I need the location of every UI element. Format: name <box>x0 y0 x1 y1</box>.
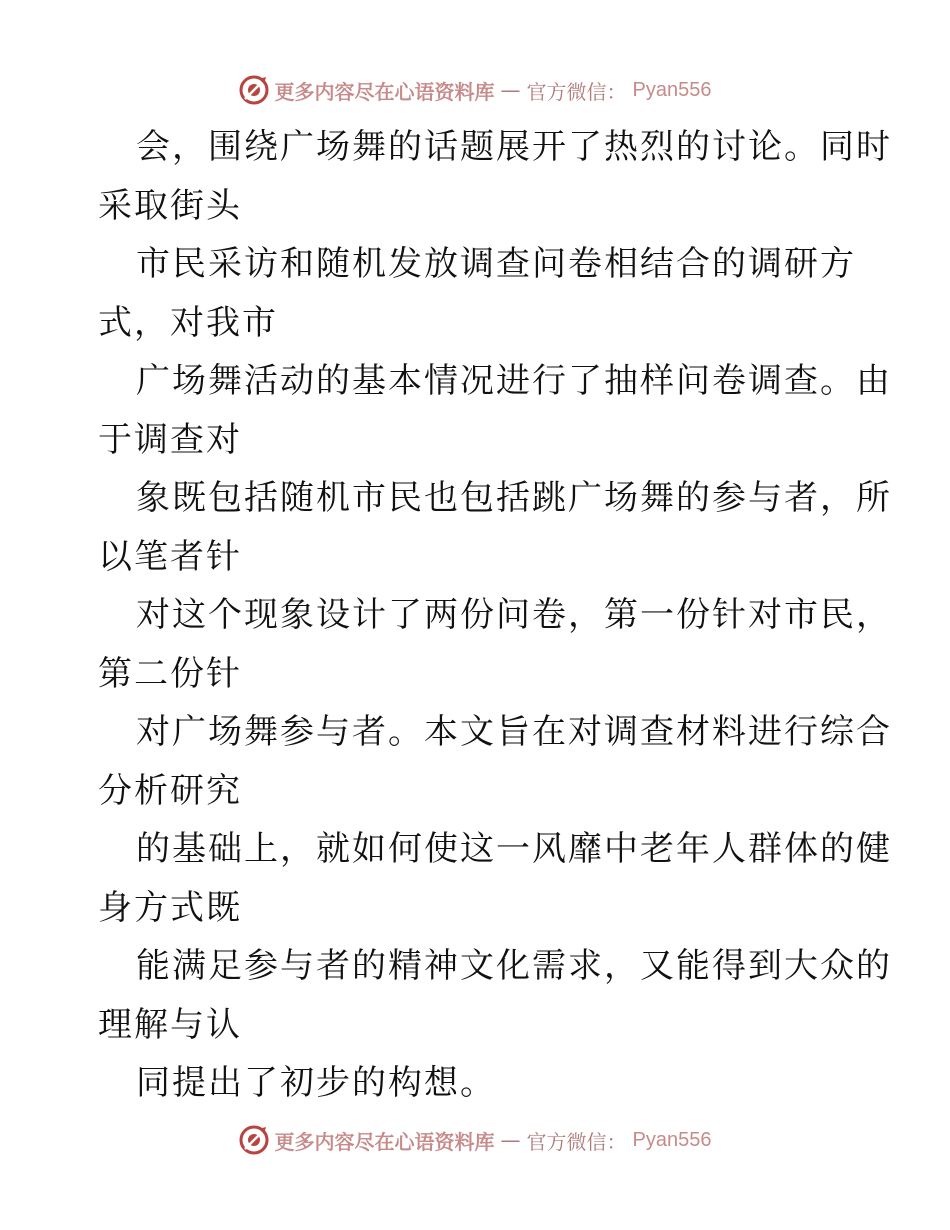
header-wechat-id: Pyan556 <box>632 78 712 101</box>
body-line: 第二份针 <box>98 653 242 694</box>
body-line: 象既包括随机市民也包括跳广场舞的参与者，所 <box>136 478 892 518</box>
document-body <box>98 118 892 1113</box>
header-banner <box>0 70 950 110</box>
footer-separator: — <box>500 1128 521 1152</box>
header-wechat-label: 官方微信： <box>526 79 627 104</box>
body-line: 理解与认 <box>98 1004 242 1045</box>
header-site-text: 更多内容尽在心语资料库 <box>274 79 495 104</box>
body-line: 会，围绕广场舞的话题展开了热烈的讨论。同时 <box>136 127 892 167</box>
footer-wechat-label: 官方微信： <box>526 1129 627 1154</box>
body-line: 式，对我市 <box>98 302 278 343</box>
body-line: 市民采访和随机发放调查问卷相结合的调研方 <box>136 244 856 284</box>
body-line: 于调查对 <box>98 419 242 460</box>
body-line: 广场舞活动的基本情况进行了抽样问卷调查。由 <box>136 361 892 401</box>
body-line: 对广场舞参与者。本文旨在对调查材料进行综合 <box>136 712 892 752</box>
header-separator: — <box>500 78 521 102</box>
body-line: 的基础上，就如何使这一风靡中老年人群体的健 <box>136 829 892 869</box>
body-line: 身方式既 <box>98 887 242 928</box>
body-line: 同提出了初步的构想。 <box>136 1063 496 1103</box>
body-line: 对这个现象设计了两份问卷，第一份针对市民， <box>136 595 892 635</box>
body-line: 以笔者针 <box>98 536 242 577</box>
body-line: 采取街头 <box>98 185 242 226</box>
body-line: 分析研究 <box>98 770 242 811</box>
brand-logo-icon <box>239 1125 269 1155</box>
footer-site-text: 更多内容尽在心语资料库 <box>274 1129 495 1154</box>
footer-wechat-id: Pyan556 <box>632 1128 712 1151</box>
brand-logo-icon <box>239 75 269 105</box>
footer-banner <box>0 1120 950 1160</box>
body-line: 能满足参与者的精神文化需求，又能得到大众的 <box>136 946 892 986</box>
